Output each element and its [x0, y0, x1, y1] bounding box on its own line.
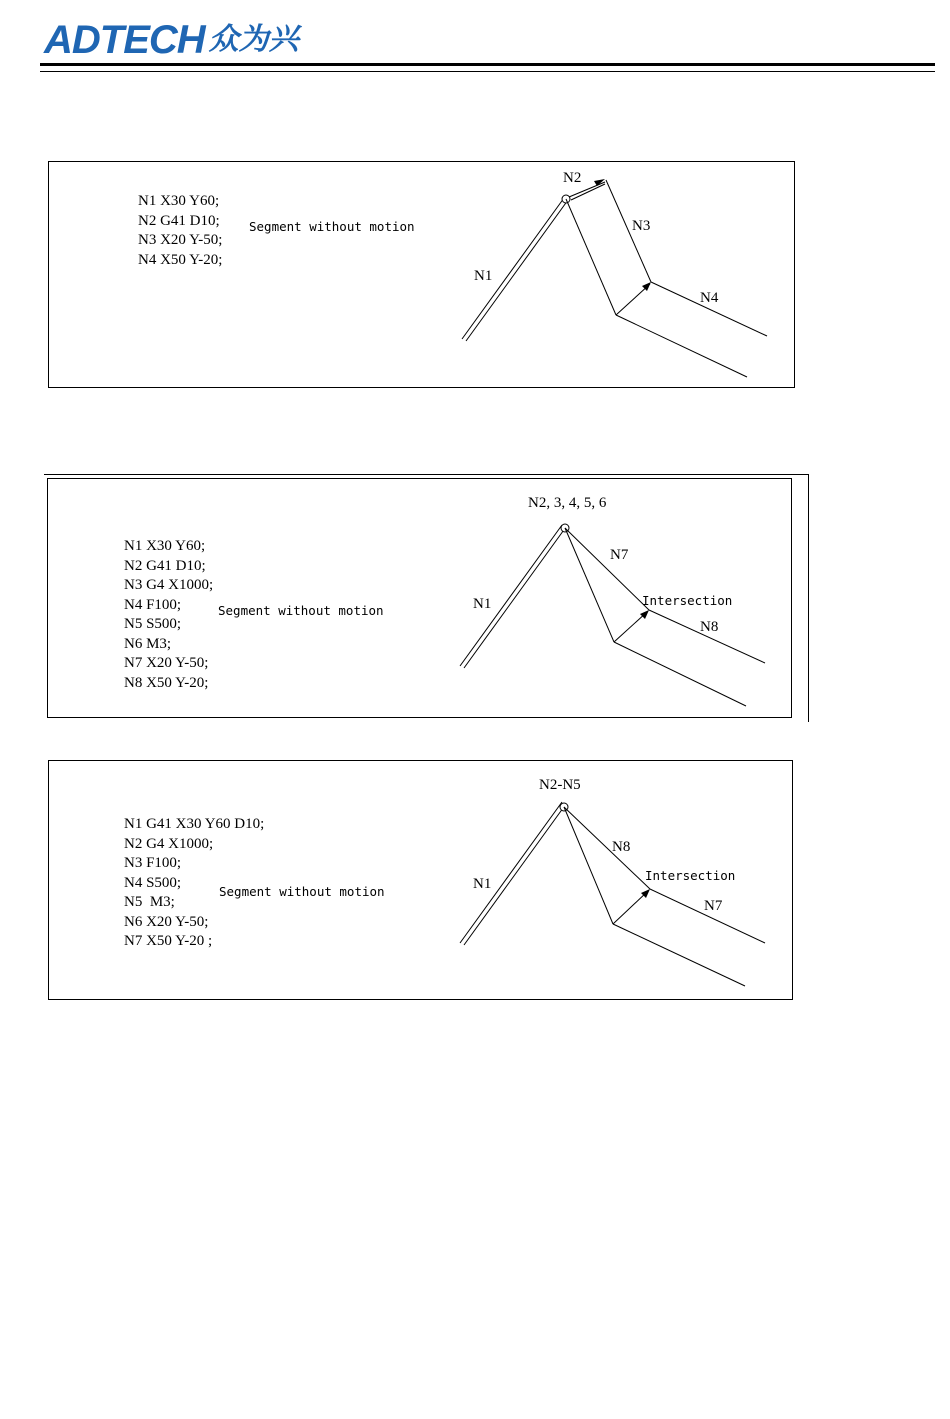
label-mid: N8: [612, 839, 631, 855]
label-mid: N3: [632, 218, 651, 234]
label-n1: N1: [474, 268, 493, 284]
adtech-logo: [44, 20, 299, 60]
code-line: N8 X50 Y-20;: [124, 674, 209, 691]
code-line: N7 X50 Y-20 ;: [124, 933, 213, 949]
label-right: N8: [700, 619, 719, 635]
code-line: N2 G4 X1000;: [124, 835, 214, 852]
segment-note: Segment without motion: [249, 219, 415, 234]
segment-note: Segment without motion: [219, 884, 385, 899]
code-line: N6 X20 Y-50;: [124, 913, 209, 930]
label-right: N4: [700, 290, 719, 306]
code-line: N4 F100;: [124, 596, 182, 613]
label-intersection: Intersection: [642, 593, 733, 608]
figure-2: [47, 478, 792, 718]
frame-line: [808, 474, 809, 722]
code-line: N3 G4 X1000;: [124, 577, 214, 593]
label-intersection: Intersection: [645, 868, 736, 883]
code-line: N1 G41 X30 Y60 D10;: [124, 816, 265, 832]
code-line: N2 G41 D10;: [138, 212, 220, 229]
label-mid: N7: [610, 547, 629, 563]
code-line: N6 M3;: [124, 635, 172, 652]
code-line: N1 X30 Y60;: [138, 193, 220, 209]
code-line: N3 X20 Y-50;: [138, 232, 223, 248]
code-line: N7 X20 Y-50;: [124, 655, 209, 671]
label-top: N2, 3, 4, 5, 6: [528, 495, 607, 511]
header-rule-thick: [40, 63, 935, 66]
page-header: [0, 0, 950, 80]
label-n1: N1: [473, 596, 492, 612]
frame-line: [44, 474, 809, 475]
code-line: N5 S500;: [124, 616, 182, 632]
code-line: N4 S500;: [124, 874, 182, 891]
label-right: N7: [704, 898, 723, 914]
label-n1: N1: [473, 876, 492, 892]
segment-note: Segment without motion: [218, 603, 384, 618]
logo-text-en: ADTECH: [44, 18, 205, 62]
label-top: N2: [563, 170, 582, 186]
tool-path-diagram: [49, 162, 796, 389]
figure-1: [48, 161, 795, 388]
code-line: N4 X50 Y-20;: [138, 251, 223, 268]
tool-path-diagram: [48, 479, 793, 719]
figure-3: [48, 760, 793, 1000]
tool-path-diagram: [49, 761, 794, 1001]
logo-text-cn: 众为兴: [208, 22, 299, 57]
code-line: N3 F100;: [124, 855, 182, 871]
code-line: N5 M3;: [124, 894, 175, 910]
label-top: N2-N5: [539, 777, 581, 793]
code-line: N1 X30 Y60;: [124, 538, 206, 554]
header-rule-thin: [40, 71, 935, 72]
code-line: N2 G41 D10;: [124, 557, 206, 574]
